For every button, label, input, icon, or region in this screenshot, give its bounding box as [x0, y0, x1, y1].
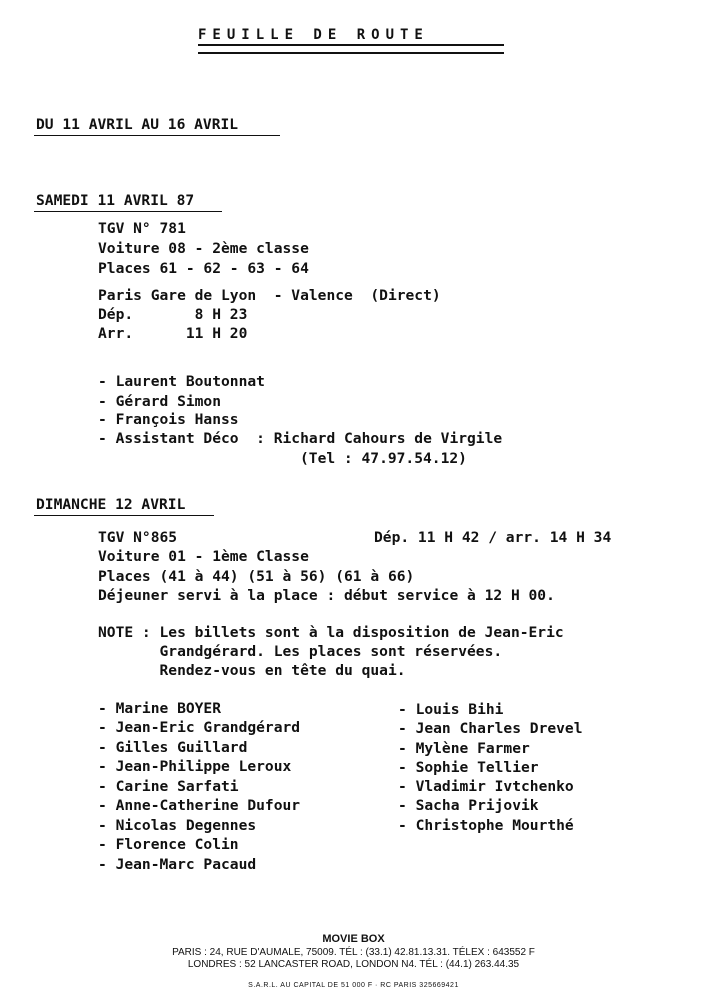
- day2-person: - Marine BOYER: [98, 700, 222, 717]
- day2-person: - Vladimir Ivtchenko: [398, 778, 574, 795]
- day2-person: - Nicolas Degennes: [98, 817, 257, 834]
- day1-route: Paris Gare de Lyon - Valence (Direct): [98, 287, 441, 304]
- day1-person: - Gérard Simon: [98, 393, 222, 410]
- title-double-rule: [198, 44, 504, 54]
- day2-note-line: Rendez-vous en tête du quai.: [98, 662, 406, 679]
- day2-train: TGV N°865: [98, 529, 178, 546]
- footer-company: MOVIE BOX: [322, 933, 385, 945]
- day2-car: Voiture 01 - 1ème Classe: [98, 548, 309, 565]
- day2-seats: Places (41 à 44) (51 à 56) (61 à 66): [98, 568, 415, 585]
- day2-person: - Mylène Farmer: [398, 740, 530, 757]
- day2-person: - Jean-Marc Pacaud: [98, 856, 257, 873]
- day1-person: - Assistant Déco : Richard Cahours de Virgile: [98, 430, 503, 447]
- day2-person: - Jean-Philippe Leroux: [98, 758, 292, 775]
- footer-london-address: LONDRES : 52 LANCASTER ROAD, LONDON N4. TÉL : (44.1) 263.44.35: [187, 959, 520, 970]
- day2-underline: [34, 515, 214, 516]
- date-range-heading: DU 11 AVRIL AU 16 AVRIL: [36, 116, 239, 133]
- day2-person: - Jean-Eric Grandgérard: [98, 719, 301, 736]
- day1-person: - François Hanss: [98, 411, 239, 428]
- day1-heading: SAMEDI 11 AVRIL 87: [36, 192, 195, 209]
- page-title: FEUILLE DE ROUTE: [198, 27, 429, 43]
- day1-arrival: Arr. 11 H 20: [98, 325, 248, 342]
- day2-lunch: Déjeuner servi à la place : début service à 12 H 00.: [98, 587, 555, 604]
- day2-person: - Christophe Mourthé: [398, 817, 574, 834]
- day1-person: - Laurent Boutonnat: [98, 373, 265, 390]
- day2-note-line: NOTE : Les billets sont à la disposition de Jean-Eric: [98, 624, 564, 641]
- footer-paris-address: PARIS : 24, RUE D'AUMALE, 75009. TÉL : (33.1) 42.81.13.31. TÉLEX : 643552 F: [172, 947, 535, 958]
- day2-times: Dép. 11 H 42 / arr. 14 H 34: [374, 529, 612, 546]
- day2-person: - Carine Sarfati: [98, 778, 239, 795]
- footer-legal: S.A.R.L. AU CAPITAL DE 51 000 F · RC PARIS 325669421: [248, 982, 459, 989]
- day1-car: Voiture 08 - 2ème classe: [98, 240, 309, 257]
- day2-person: - Louis Bihi: [398, 701, 504, 718]
- day1-telephone: (Tel : 47.97.54.12): [300, 450, 467, 467]
- day2-person: - Jean Charles Drevel: [398, 720, 583, 737]
- date-range-underline: [34, 135, 280, 136]
- day2-person: - Gilles Guillard: [98, 739, 248, 756]
- day1-train: TGV N° 781: [98, 220, 186, 237]
- day1-underline: [34, 211, 222, 212]
- day1-departure: Dép. 8 H 23: [98, 306, 248, 323]
- day2-heading: DIMANCHE 12 AVRIL: [36, 496, 186, 513]
- day2-person: - Sophie Tellier: [398, 759, 539, 776]
- day2-person: - Sacha Prijovik: [398, 797, 539, 814]
- day2-person: - Anne-Catherine Dufour: [98, 797, 301, 814]
- day2-person: - Florence Colin: [98, 836, 239, 853]
- day1-seats: Places 61 - 62 - 63 - 64: [98, 260, 309, 277]
- day2-note-line: Grandgérard. Les places sont réservées.: [98, 643, 503, 660]
